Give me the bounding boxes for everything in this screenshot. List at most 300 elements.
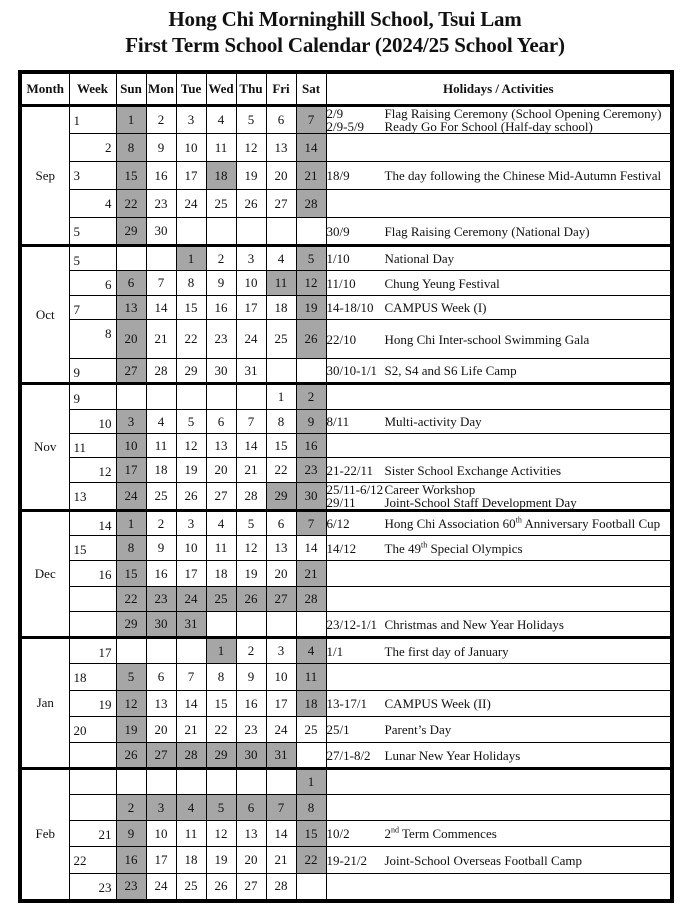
school-calendar-table (18, 70, 674, 903)
activities-cell (326, 536, 672, 561)
holiday-date-cell: 30 (296, 483, 326, 511)
date-cell: 13 (236, 821, 266, 847)
holiday-date-cell: 8 (296, 795, 326, 821)
week-row (20, 320, 672, 359)
week-number: 4 (105, 196, 112, 211)
activity-date: 30/10-1/1 (326, 363, 378, 378)
activities-cell (326, 769, 672, 795)
activity-description (385, 301, 487, 314)
activities-cell (326, 384, 672, 410)
activity-entry (327, 496, 671, 509)
date-cell: 10 (146, 821, 176, 847)
holiday-date-cell: 4 (296, 638, 326, 664)
week-number: 20 (73, 723, 87, 738)
holiday-date-cell: 14 (296, 134, 326, 162)
holiday-date-cell: 8 (116, 536, 146, 561)
activities-cell (326, 162, 672, 190)
week-number: 17 (98, 645, 112, 660)
activity-text: Flag Raising Ceremony (National Day) (384, 223, 590, 239)
activities-cell (326, 271, 672, 296)
date-cell: 9 (206, 271, 236, 296)
holiday-date-cell: 3 (146, 795, 176, 821)
date-cell: 6 (266, 511, 296, 536)
activity-date: 2/9-5/9 (326, 119, 365, 134)
week-number: 13 (73, 489, 87, 504)
week-number: 2 (105, 140, 112, 155)
activity-text: CAMPUS Week (I) (384, 300, 487, 315)
holiday-date-cell: 9 (116, 821, 146, 847)
week-number: 23 (98, 880, 112, 895)
activities-cell (326, 190, 672, 218)
school-name-title: Hong Chi Morninghill School, Tsui Lam (168, 7, 522, 31)
activity-description (385, 225, 590, 238)
date-cell: 2 (146, 511, 176, 536)
month-label: Oct (20, 246, 69, 384)
week-row (20, 717, 672, 743)
activity-entry (327, 645, 671, 658)
week-number: 19 (98, 697, 112, 712)
holiday-date-cell: 18 (296, 691, 326, 717)
date-cell: 28 (266, 874, 296, 901)
holiday-date-cell: 27 (146, 743, 176, 769)
week-row (20, 847, 672, 874)
week-number: 12 (98, 464, 112, 479)
activities-cell (326, 483, 672, 511)
activities-cell (326, 717, 672, 743)
activities-cell (326, 410, 672, 434)
date-cell (296, 612, 326, 638)
week-row (20, 410, 672, 434)
week-number-cell (69, 162, 116, 190)
activity-entry (327, 364, 671, 377)
date-cell: 9 (146, 536, 176, 561)
week-number-cell (69, 638, 116, 664)
date-cell: 26 (236, 190, 266, 218)
date-cell: 6 (266, 106, 296, 134)
week-row (20, 296, 672, 320)
date-cell (266, 359, 296, 384)
holiday-date-cell: 15 (116, 162, 146, 190)
holiday-date-cell: 2 (296, 384, 326, 410)
activity-text: National Day (384, 251, 455, 266)
date-cell: 14 (236, 434, 266, 458)
week-number-cell (69, 320, 116, 359)
week-row (20, 536, 672, 561)
holiday-date-cell: 29 (116, 612, 146, 638)
holiday-date-cell: 28 (176, 743, 206, 769)
activities-cell (326, 795, 672, 821)
activity-date: 29/11 (326, 495, 356, 510)
holiday-date-cell: 31 (266, 743, 296, 769)
holiday-date-cell: 10 (116, 434, 146, 458)
activities-cell (326, 218, 672, 246)
activity-entry (327, 723, 671, 736)
week-number: 1 (73, 113, 80, 128)
week-number-cell (69, 410, 116, 434)
date-cell: 25 (176, 874, 206, 901)
activity-date: 25/11-6/12 (326, 482, 384, 497)
activity-text: Chung Yeung Festival (384, 275, 500, 291)
date-cell (266, 769, 296, 795)
week-row (20, 638, 672, 664)
activity-description (385, 618, 564, 631)
week-row (20, 359, 672, 384)
date-cell: 13 (266, 536, 296, 561)
week-number-cell (69, 612, 116, 638)
date-cell: 5 (236, 511, 266, 536)
activity-description (385, 333, 590, 346)
date-cell: 11 (146, 434, 176, 458)
activity-date: 8/11 (326, 414, 350, 429)
date-cell: 7 (236, 410, 266, 434)
week-number: 15 (73, 542, 87, 557)
activities-cell (326, 106, 672, 134)
week-number: 6 (105, 277, 112, 292)
date-cell: 26 (206, 874, 236, 901)
date-cell: 29 (176, 359, 206, 384)
activities-cell (326, 458, 672, 483)
date-cell: 5 (236, 106, 266, 134)
ordinal-suffix: th (420, 540, 428, 550)
header-week: Week (69, 72, 116, 106)
activity-text: Joint-School Overseas Football Camp (384, 852, 583, 868)
holiday-date-cell: 21 (296, 561, 326, 587)
date-cell (206, 612, 236, 638)
activities-cell (326, 874, 672, 901)
week-row (20, 434, 672, 458)
activity-entry (327, 697, 671, 710)
activity-date: 27/1-8/2 (326, 747, 371, 763)
date-cell: 27 (206, 483, 236, 511)
week-row (20, 743, 672, 769)
date-cell (116, 638, 146, 664)
activity-entry (327, 301, 671, 314)
activity-description (385, 517, 661, 530)
date-cell: 2 (146, 106, 176, 134)
date-cell: 15 (176, 296, 206, 320)
date-cell: 18 (266, 296, 296, 320)
month-label: Nov (20, 384, 69, 511)
holiday-date-cell: 17 (116, 458, 146, 483)
date-cell (116, 769, 146, 795)
week-number: 3 (73, 168, 80, 183)
week-row (20, 664, 672, 691)
week-number: 22 (73, 853, 87, 868)
date-cell: 31 (236, 359, 266, 384)
date-cell: 12 (176, 434, 206, 458)
activities-cell (326, 612, 672, 638)
date-cell: 19 (176, 458, 206, 483)
holiday-date-cell: 15 (296, 821, 326, 847)
date-cell: 8 (176, 271, 206, 296)
header-thu: Thu (236, 72, 266, 106)
holiday-date-cell: 26 (116, 743, 146, 769)
week-number-cell (69, 743, 116, 769)
week-number-cell (69, 106, 116, 134)
week-number: 8 (105, 326, 112, 341)
date-cell (176, 638, 206, 664)
week-row (20, 821, 672, 847)
activity-entry (327, 333, 671, 346)
activity-entry (327, 827, 671, 840)
header-mon: Mon (146, 72, 176, 106)
date-cell: 20 (236, 847, 266, 874)
month-label: Jan (20, 638, 69, 769)
ordinal-suffix: th (515, 515, 522, 525)
week-number-cell (69, 717, 116, 743)
date-cell: 24 (176, 190, 206, 218)
holiday-date-cell: 26 (296, 320, 326, 359)
date-cell: 30 (146, 218, 176, 246)
date-cell: 11 (206, 536, 236, 561)
header-sun: Sun (116, 72, 146, 106)
holiday-date-cell: 8 (116, 134, 146, 162)
date-cell: 2 (236, 638, 266, 664)
date-cell: 13 (146, 691, 176, 717)
date-cell (206, 384, 236, 410)
date-cell: 19 (236, 162, 266, 190)
holiday-date-cell: 31 (176, 612, 206, 638)
date-cell: 5 (176, 410, 206, 434)
date-cell (176, 384, 206, 410)
activity-text: CAMPUS Week (II) (384, 696, 491, 711)
holiday-date-cell: 19 (296, 296, 326, 320)
week-row (20, 246, 672, 271)
holiday-date-cell: 23 (146, 587, 176, 612)
date-cell (296, 743, 326, 769)
date-cell: 22 (206, 717, 236, 743)
holiday-date-cell: 27 (116, 359, 146, 384)
activities-cell (326, 638, 672, 664)
holiday-date-cell: 1 (176, 246, 206, 271)
week-number-cell (69, 458, 116, 483)
activity-text: Parent’s Day (384, 722, 452, 737)
holiday-date-cell: 13 (116, 296, 146, 320)
date-cell (296, 359, 326, 384)
date-cell: 1 (266, 384, 296, 410)
week-number: 5 (73, 224, 80, 239)
activity-text: The day following the Chinese Mid-Autumn Festival (384, 168, 662, 183)
date-cell: 18 (206, 561, 236, 587)
header-sat: Sat (296, 72, 326, 106)
holiday-date-cell: 5 (206, 795, 236, 821)
date-cell: 4 (206, 106, 236, 134)
date-cell: 24 (266, 717, 296, 743)
date-cell (116, 246, 146, 271)
date-cell: 18 (146, 458, 176, 483)
activity-description (385, 415, 482, 428)
activity-entry (327, 854, 671, 867)
date-cell: 10 (176, 536, 206, 561)
activity-date: 13-17/1 (326, 696, 367, 711)
week-row (20, 106, 672, 134)
week-row (20, 691, 672, 717)
date-cell: 22 (176, 320, 206, 359)
date-cell: 8 (266, 410, 296, 434)
date-cell (146, 246, 176, 271)
date-cell (296, 874, 326, 901)
activity-text: Joint-School Staff Development Day (384, 495, 577, 510)
date-cell: 16 (206, 296, 236, 320)
activity-text: Career Workshop (384, 482, 476, 497)
date-cell: 12 (236, 134, 266, 162)
activity-date: 18/9 (326, 168, 350, 183)
week-number: 5 (73, 253, 80, 268)
holiday-date-cell: 26 (236, 587, 266, 612)
holiday-date-cell: 3 (116, 410, 146, 434)
activity-date: 10/2 (326, 826, 350, 841)
holiday-date-cell: 20 (116, 320, 146, 359)
holiday-date-cell: 24 (116, 483, 146, 511)
activity-description (385, 854, 583, 867)
holiday-date-cell: 12 (296, 271, 326, 296)
activities-cell (326, 664, 672, 691)
date-cell: 10 (266, 664, 296, 691)
date-cell (206, 769, 236, 795)
week-number: 14 (98, 518, 112, 533)
header-row (20, 72, 672, 106)
holiday-date-cell: 16 (296, 434, 326, 458)
activity-description (385, 827, 497, 840)
activity-date: 2/9 (326, 106, 344, 121)
activity-date: 11/10 (326, 275, 356, 291)
activity-text: Flag Raising Ceremony (School Opening Ceremony) (384, 106, 662, 121)
week-number-cell (69, 821, 116, 847)
header-tue: Tue (176, 72, 206, 106)
week-number-cell (69, 847, 116, 874)
date-cell: 20 (266, 162, 296, 190)
date-cell: 27 (236, 874, 266, 901)
header-activities: Holidays / Activities (326, 72, 672, 106)
holiday-date-cell: 11 (296, 664, 326, 691)
week-number-cell (69, 246, 116, 271)
holiday-date-cell: 1 (116, 511, 146, 536)
activity-entry (327, 415, 671, 428)
date-cell: 7 (176, 664, 206, 691)
date-cell: 7 (146, 271, 176, 296)
activities-cell (326, 587, 672, 612)
activity-date: 30/9 (326, 223, 350, 239)
activities-cell (326, 434, 672, 458)
date-cell (296, 218, 326, 246)
week-number-cell (69, 296, 116, 320)
holiday-date-cell: 21 (296, 162, 326, 190)
activity-date: 21-22/11 (326, 462, 373, 478)
activities-cell (326, 359, 672, 384)
activity-date: 14/12 (326, 540, 357, 556)
date-cell: 23 (146, 190, 176, 218)
date-cell: 17 (176, 561, 206, 587)
date-cell: 15 (266, 434, 296, 458)
date-cell: 15 (206, 691, 236, 717)
date-cell: 30 (206, 359, 236, 384)
activity-text: Hong Chi Association 60 (384, 516, 516, 531)
date-cell: 14 (146, 296, 176, 320)
activity-date: 14-18/10 (326, 300, 374, 315)
date-cell: 22 (266, 458, 296, 483)
date-cell: 25 (206, 190, 236, 218)
date-cell: 4 (266, 246, 296, 271)
activities-cell (326, 561, 672, 587)
activity-text-continued: Term Commences (399, 826, 497, 841)
activities-cell (326, 320, 672, 359)
date-cell: 3 (266, 638, 296, 664)
week-number-cell (69, 536, 116, 561)
holiday-date-cell: 24 (176, 587, 206, 612)
activity-text: Hong Chi Inter-school Swimming Gala (384, 331, 590, 347)
date-cell (146, 769, 176, 795)
holiday-date-cell: 29 (266, 483, 296, 511)
activity-entry (327, 120, 671, 133)
activity-text: Multi-activity Day (384, 414, 482, 429)
week-number-cell (69, 511, 116, 536)
holiday-date-cell: 30 (236, 743, 266, 769)
date-cell (236, 612, 266, 638)
month-label: Sep (20, 106, 69, 246)
activity-text: S2, S4 and S6 Life Camp (384, 363, 517, 378)
holiday-date-cell: 9 (296, 410, 326, 434)
date-cell: 11 (206, 134, 236, 162)
date-cell: 10 (236, 271, 266, 296)
week-row (20, 612, 672, 638)
activity-text: 2 (384, 826, 391, 841)
date-cell: 28 (146, 359, 176, 384)
date-cell: 24 (146, 874, 176, 901)
week-row (20, 561, 672, 587)
date-cell: 9 (146, 134, 176, 162)
holiday-date-cell: 1 (206, 638, 236, 664)
holiday-date-cell: 22 (116, 190, 146, 218)
week-row (20, 874, 672, 901)
date-cell: 3 (236, 246, 266, 271)
week-number-cell (69, 874, 116, 901)
date-cell: 14 (296, 536, 326, 561)
week-number-cell (69, 218, 116, 246)
date-cell: 17 (236, 296, 266, 320)
week-number-cell (69, 561, 116, 587)
activities-cell (326, 511, 672, 536)
date-cell (236, 384, 266, 410)
holiday-date-cell: 1 (296, 769, 326, 795)
date-cell: 17 (266, 691, 296, 717)
date-cell (206, 218, 236, 246)
date-cell (176, 769, 206, 795)
date-cell: 3 (176, 511, 206, 536)
week-number-cell (69, 691, 116, 717)
holiday-date-cell: 23 (296, 458, 326, 483)
activities-cell (326, 847, 672, 874)
date-cell: 20 (146, 717, 176, 743)
week-number-cell (69, 384, 116, 410)
holiday-date-cell: 7 (266, 795, 296, 821)
week-number-cell (69, 190, 116, 218)
date-cell: 18 (176, 847, 206, 874)
week-number-cell (69, 769, 116, 795)
activity-entry (327, 225, 671, 238)
date-cell: 23 (206, 320, 236, 359)
activity-description (385, 542, 523, 555)
week-row (20, 458, 672, 483)
activity-description (385, 723, 452, 736)
holiday-date-cell: 29 (206, 743, 236, 769)
activity-description (385, 645, 509, 658)
date-cell (116, 384, 146, 410)
activity-description (385, 252, 455, 265)
activity-entry (327, 277, 671, 290)
holiday-date-cell: 19 (116, 717, 146, 743)
week-number: 11 (73, 440, 87, 455)
date-cell: 19 (206, 847, 236, 874)
